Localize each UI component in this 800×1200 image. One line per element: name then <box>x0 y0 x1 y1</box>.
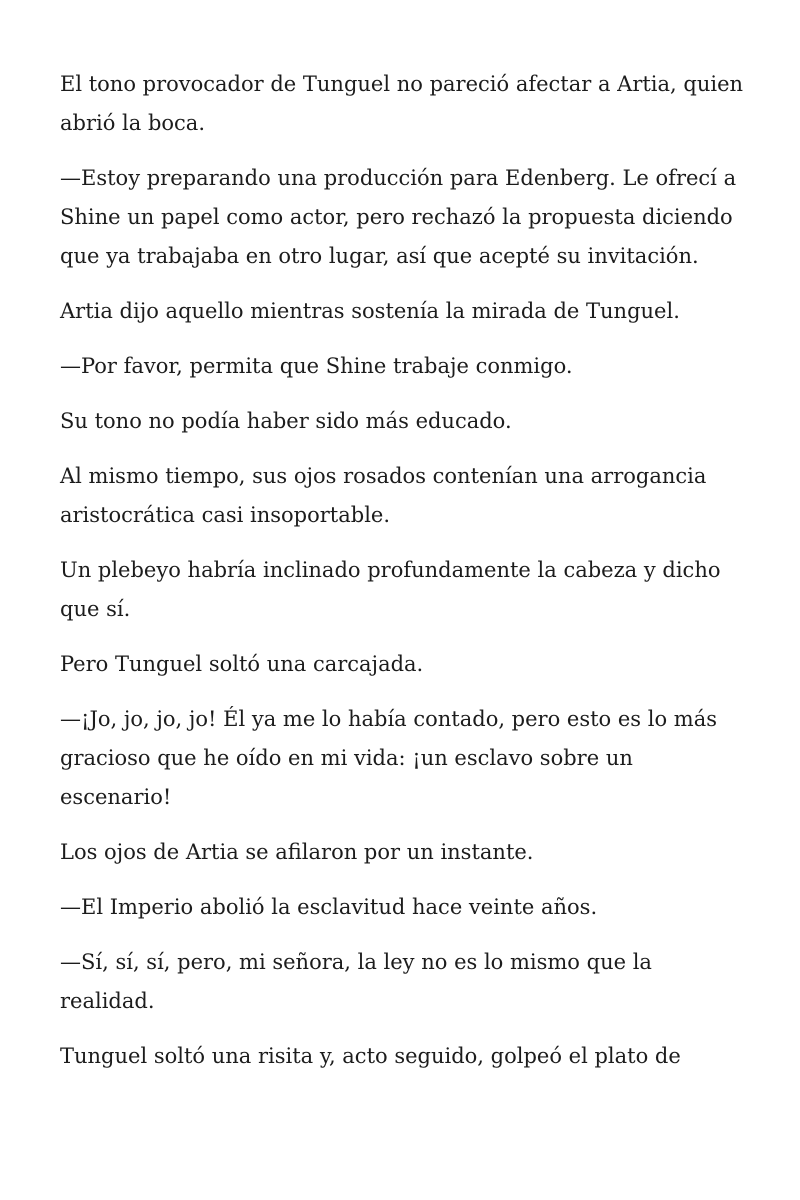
paragraph: Su tono no podía haber sido más educado. <box>60 409 512 433</box>
paragraph: —Estoy preparando una producción para Edenberg. Le ofrecí a Shine un papel como actor, pero rechazó la propuesta diciendo que ya trabajaba en otro lugar, así que acepté su invitación. <box>60 166 737 268</box>
paragraph: Un plebeyo habría inclinado profundamente la cabeza y dicho que sí. <box>60 558 721 621</box>
paragraph: —¡Jo, jo, jo, jo! Él ya me lo había contado, pero esto es lo más gracioso que he oído en mi vida: ¡un esclavo sobre un escenario! <box>60 707 717 809</box>
paragraph: El tono provocador de Tunguel no pareció afectar a Artia, quien abrió la boca. <box>60 72 744 135</box>
book-page <box>60 65 750 1092</box>
paragraph: Tunguel soltó una risita y, acto seguido, golpeó el plato de <box>60 1044 681 1068</box>
paragraph: —El Imperio abolió la esclavitud hace veinte años. <box>60 895 598 919</box>
paragraph: Pero Tunguel soltó una carcajada. <box>60 652 424 676</box>
paragraph: —Sí, sí, sí, pero, mi señora, la ley no es lo mismo que la realidad. <box>60 950 652 1013</box>
paragraph: Artia dijo aquello mientras sostenía la mirada de Tunguel. <box>60 299 680 323</box>
paragraph: Los ojos de Artia se afilaron por un instante. <box>60 840 534 864</box>
paragraph: Al mismo tiempo, sus ojos rosados contenían una arrogancia aristocrática casi insoportable. <box>60 464 707 527</box>
paragraph: —Por favor, permita que Shine trabaje conmigo. <box>60 354 573 378</box>
